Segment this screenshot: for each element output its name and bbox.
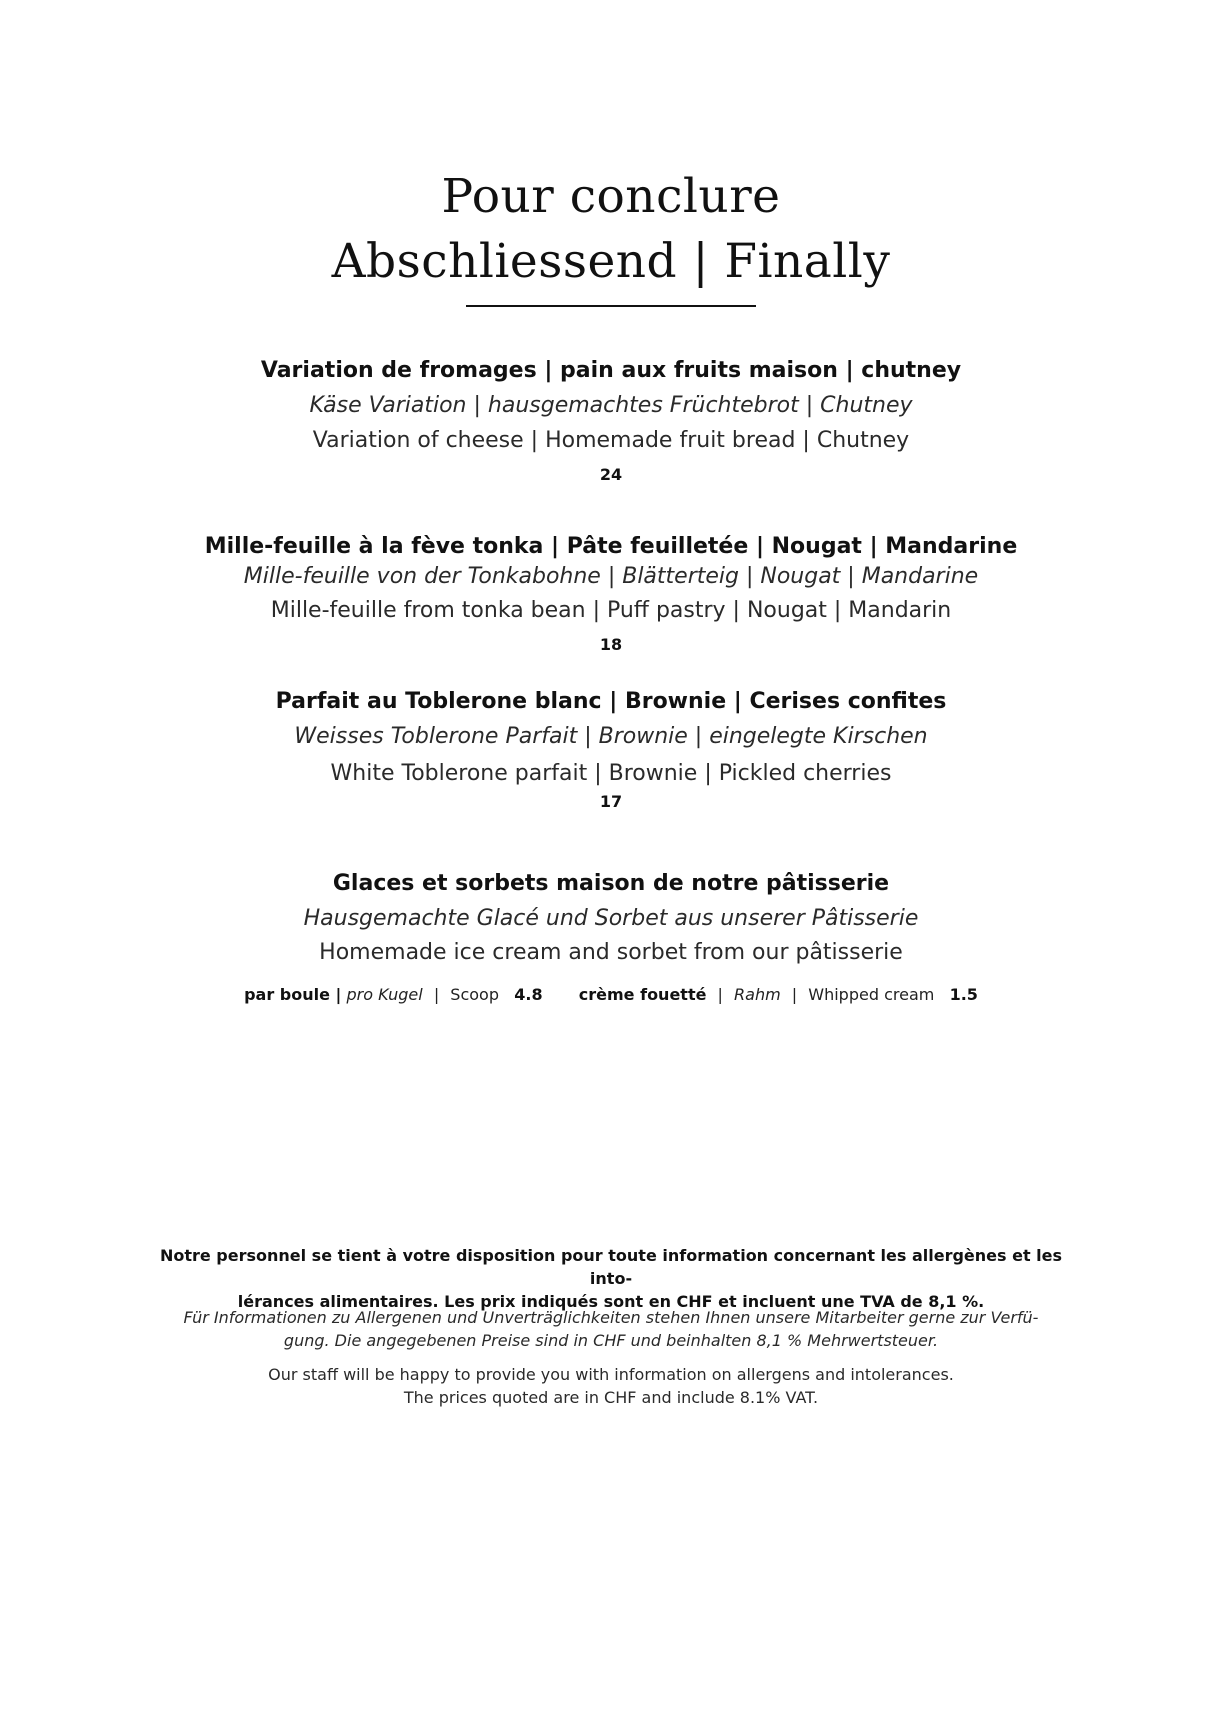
item-parfait-name-fr: Parfait au Toblerone blanc | Brownie | Cerises confites — [275, 689, 947, 714]
item-cheese-name-en: Variation of cheese | Homemade fruit bread | Chutney — [312, 428, 910, 453]
scoop-label-fr: par boule | — [244, 985, 342, 1004]
item-parfait-price: 17 — [599, 792, 623, 811]
allergen-note-fr-line1: Notre personnel se tient à votre disposition pour toute information concernant les allergènes et les into- — [159, 1246, 1063, 1289]
item-millefeuille-price: 18 — [599, 635, 623, 654]
page-title-french: Pour conclure — [441, 169, 781, 224]
cream-price: 1.5 — [949, 985, 978, 1004]
item-millefeuille-name-de: Mille-feuille von der Tonkabohne | Blätterteig | Nougat | Mandarine — [243, 564, 979, 589]
item-millefeuille-name-en: Mille-feuille from tonka bean | Puff pastry | Nougat | Mandarin — [270, 598, 952, 623]
allergen-note-en-line2: The prices quoted are in CHF and include 8.1% VAT. — [403, 1388, 819, 1408]
cream-label-fr: crème fouetté — [578, 985, 707, 1004]
scoop-separator: | — [433, 985, 440, 1004]
allergen-note-en-line1: Our staff will be happy to provide you with information on allergens and intolerances. — [268, 1365, 954, 1384]
item-parfait-name-en: White Toblerone parfait | Brownie | Pickled cherries — [330, 761, 892, 786]
allergen-note-fr — [140, 1244, 1082, 1314]
title-divider — [466, 305, 756, 307]
allergen-note-fr-line2: lérances alimentaires. Les prix indiqués sont en CHF et incluent une TVA de 8,1 %. — [237, 1292, 985, 1312]
item-cheese-price: 24 — [599, 465, 623, 484]
item-parfait-name-de: Weisses Toblerone Parfait | Brownie | eingelegte Kirschen — [294, 724, 928, 749]
cream-label-en: Whipped cream — [808, 985, 935, 1004]
item-cheese-name-de: Käse Variation | hausgemachtes Früchtebrot | Chutney — [309, 393, 913, 418]
icecream-extras-row — [0, 987, 1222, 1003]
allergen-note-de-line2: gung. Die angegebenen Preise sind in CHF und beinhalten 8,1 % Mehrwertsteuer. — [283, 1331, 939, 1351]
item-icecream-name-de: Hausgemachte Glacé und Sorbet aus unserer Pâtisserie — [303, 906, 919, 931]
allergen-note-de — [140, 1306, 1082, 1352]
item-millefeuille-name-fr: Mille-feuille à la fève tonka | Pâte feuilletée | Nougat | Mandarine — [204, 534, 1018, 559]
scoop-price: 4.8 — [514, 985, 543, 1004]
cream-label-de: Rahm — [734, 985, 781, 1004]
cream-separator-1: | — [717, 985, 723, 1004]
allergen-note-en — [140, 1363, 1082, 1409]
page-title-german-english: Abschliessend | Finally — [331, 234, 891, 289]
item-cheese-name-fr: Variation de fromages | pain aux fruits maison | chutney — [260, 358, 962, 383]
scoop-label-en: Scoop — [450, 985, 499, 1004]
allergen-note-de-line1: Für Informationen zu Allergenen und Unverträglichkeiten stehen Ihnen unsere Mitarbeiter gerne zur Verfü- — [183, 1308, 1039, 1327]
cream-separator-2: | — [791, 985, 798, 1004]
item-icecream-name-fr: Glaces et sorbets maison de notre pâtisserie — [332, 871, 890, 896]
scoop-label-de: pro Kugel — [346, 985, 423, 1004]
item-icecream-name-en: Homemade ice cream and sorbet from our pâtisserie — [319, 940, 903, 965]
